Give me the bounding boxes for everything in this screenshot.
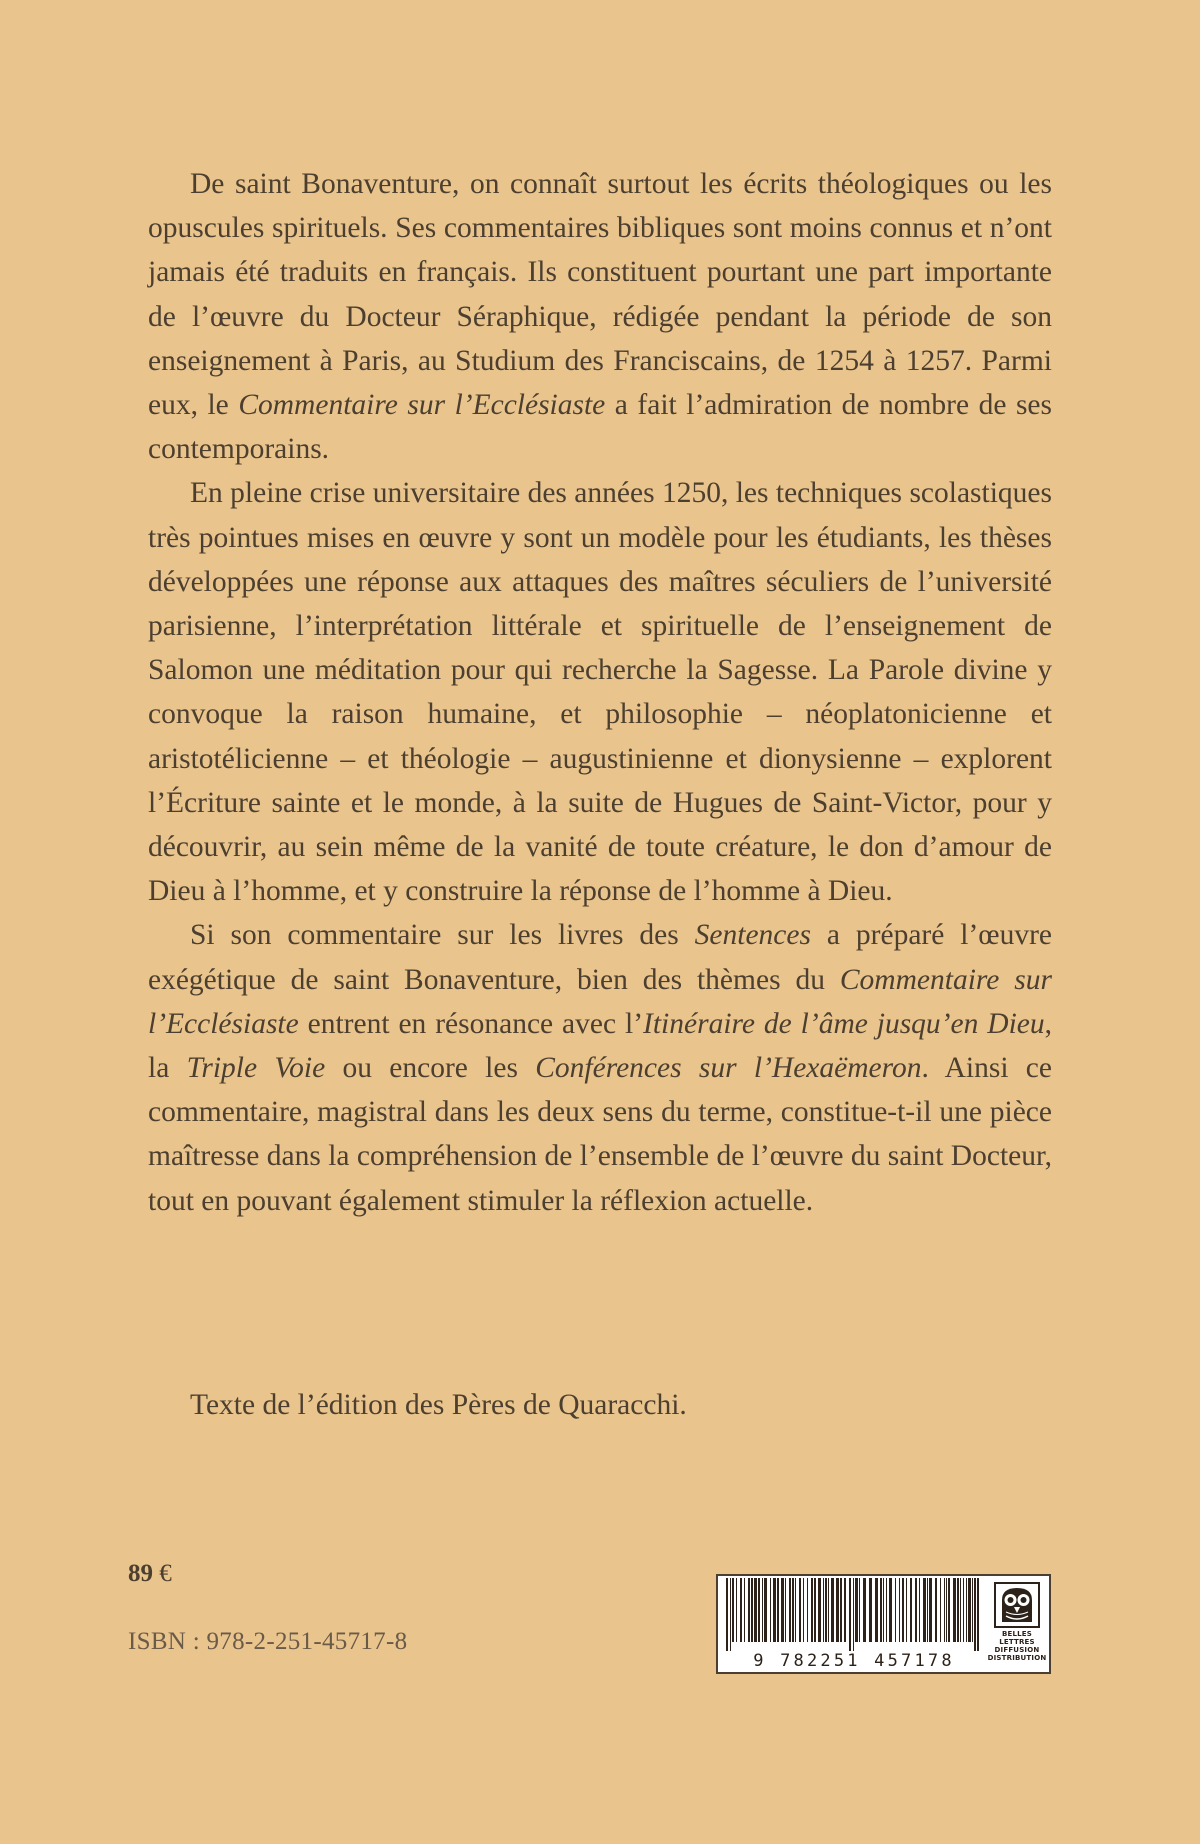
text-segment: Si son commentaire sur les livres des — [190, 919, 695, 952]
price-currency: € — [159, 1560, 172, 1587]
barcode-bar — [935, 1578, 937, 1642]
text-segment: . Ainsi ce commentaire, magistral dans les deux sens du terme, constitue-t-il une pièce maîtresse dans la compréhension de l’ensemble de l’œuvre du saint Docteur, tout en pouvant également stimuler la réflexion actuelle. — [148, 1052, 1053, 1217]
barcode-bar — [844, 1578, 846, 1642]
barcode-bar — [732, 1578, 734, 1642]
barcode-bar — [792, 1578, 794, 1642]
barcode-bar — [744, 1578, 745, 1642]
barcode-bar — [966, 1578, 967, 1642]
barcode-bar — [886, 1578, 887, 1642]
text-segment: a préparé l’œuvre exégétique de saint Bonaventure, bien des thèmes du — [148, 919, 1052, 996]
publisher-line-2: DIFFUSION — [994, 1646, 1040, 1654]
text-segment: En pleine crise universitaire des années 1250, les techniques scolastiques très pointues mises en œuvre y sont un modèle pour les étudiants, les thèses développées une réponse aux attaques des maîtres séculiers de l’université parisienne, l’interprétation littérale et spirituelle de l’enseignement de Salomon une méditation pour qui recherche la Sagesse. La Parole divine y convoque la raison humaine, et philosophie – néoplatonicienne et aristotélicienne – et théologie – augustinienne et dionysienne – explorent l’Écriture sainte et le monde, à la suite de Hugues de Saint-Victor, pour y découvrir, au sein même de la vanité de toute créature, le don d’amour de Dieu à l’homme, et y construire la réponse de l’homme à Dieu. — [148, 477, 1052, 908]
barcode-bar — [764, 1578, 767, 1642]
barcode-bar — [977, 1578, 979, 1652]
barcode-bar — [880, 1578, 882, 1642]
italic-title: Itinéraire de l’âme jusqu’en Dieu — [643, 1007, 1045, 1040]
barcode-bar — [736, 1578, 737, 1642]
barcode-bar — [777, 1578, 779, 1642]
barcode-bar — [855, 1578, 858, 1642]
barcode-bar — [831, 1578, 834, 1642]
italic-title: Triple Voie — [186, 1052, 326, 1085]
barcode-bar — [929, 1578, 932, 1642]
publisher-line-3: DISTRIBUTION — [987, 1654, 1047, 1662]
barcode-bar — [828, 1578, 829, 1642]
barcode-bar — [859, 1578, 860, 1642]
barcode-bar — [869, 1578, 872, 1642]
text-segment: a fait l’admiration de nombre de ses contemporains. — [148, 389, 1053, 466]
barcode-bar — [811, 1578, 813, 1642]
barcode-bar — [773, 1578, 776, 1642]
price-amount: 89 — [128, 1560, 153, 1587]
barcode-bar — [972, 1578, 973, 1642]
barcode-bar — [803, 1578, 804, 1642]
barcode-bar — [974, 1578, 976, 1652]
barcode-bar — [799, 1578, 801, 1642]
barcode-bar — [863, 1578, 866, 1642]
italic-title: Conférences sur l’Hexaëmeron — [535, 1052, 922, 1085]
barcode-bar — [795, 1578, 796, 1642]
barcode-bar — [758, 1578, 760, 1642]
edition-note: Texte de l’édition des Pères de Quaracchi. — [190, 1389, 687, 1421]
barcode-bar — [807, 1578, 808, 1642]
barcode-bar — [889, 1578, 892, 1642]
barcode-bar — [748, 1578, 750, 1642]
barcode-bar — [781, 1578, 784, 1642]
barcode-bar — [789, 1578, 791, 1642]
barcode-bar — [899, 1578, 900, 1642]
barcode — [716, 1574, 992, 1674]
barcode-bar — [740, 1578, 742, 1642]
paragraph-2 — [148, 471, 1052, 913]
barcode-bar — [818, 1578, 821, 1642]
barcode-bar — [919, 1578, 920, 1642]
barcode-bar — [853, 1578, 854, 1652]
paragraph-1 — [148, 162, 1052, 471]
barcode-bar — [770, 1578, 771, 1642]
description-text — [148, 162, 1052, 1223]
italic-title: Commentaire sur l’Ecclésiaste — [148, 963, 1052, 1040]
barcode-bars — [718, 1576, 990, 1652]
barcode-bar — [840, 1578, 842, 1642]
barcode-bar — [968, 1578, 971, 1642]
barcode-bar — [849, 1578, 851, 1652]
publisher-name — [985, 1630, 1049, 1662]
publisher-line-1: BELLES LETTRES — [999, 1630, 1035, 1646]
barcode-bar — [957, 1578, 959, 1642]
barcode-bar — [940, 1578, 941, 1642]
barcode-bar — [754, 1578, 757, 1642]
barcode-bar — [906, 1578, 907, 1642]
text-segment: , la — [148, 1007, 1052, 1085]
isbn: ISBN : 978-2-251-45717-8 — [128, 1628, 408, 1655]
barcode-bar — [915, 1578, 917, 1642]
barcode-bar — [823, 1578, 824, 1642]
italic-title: Commentaire sur l’Ecclésiaste — [238, 389, 606, 422]
barcode-bar — [910, 1578, 912, 1642]
barcode-bar — [814, 1578, 816, 1642]
price — [128, 1560, 172, 1588]
barcode-bar — [963, 1578, 964, 1642]
barcode-bar — [875, 1578, 878, 1642]
barcode-bar — [944, 1578, 945, 1642]
text-segment: ou encore les — [325, 1052, 536, 1085]
barcode-bar — [895, 1578, 896, 1642]
italic-title: Sentences — [694, 919, 811, 952]
publisher-logo — [985, 1574, 1051, 1674]
barcode-bar — [726, 1578, 728, 1652]
owl-emblem-icon — [994, 1582, 1040, 1628]
barcode-bar — [948, 1578, 950, 1642]
barcode-bar — [883, 1578, 884, 1642]
barcode-bar — [960, 1578, 961, 1642]
text-segment: entrent en résonance avec l’ — [298, 1007, 644, 1040]
barcode-bar — [751, 1578, 753, 1642]
barcode-bar — [953, 1578, 956, 1642]
text-segment: De saint Bonaventure, on connaît surtout les écrits théologiques ou les opuscules spirituels. Ses commentaires bibliques sont moins connus et n’ont jamais été traduits en français. Ils constituent pourtant une part importante de l’œuvre du Docteur Séraphique, rédigée pendant la période de son enseignement à Paris, au Studium des Franciscains, de 1254 à 1257. Parmi eux, le — [148, 168, 1052, 422]
paragraph-3 — [148, 913, 1052, 1222]
barcode-bar — [762, 1578, 763, 1642]
barcode-bar — [927, 1578, 928, 1642]
barcode-bar — [836, 1578, 839, 1642]
barcode-bar — [946, 1578, 947, 1642]
barcode-bar — [825, 1578, 827, 1642]
barcode-bar — [923, 1578, 926, 1642]
barcode-bar — [902, 1578, 904, 1642]
barcode-bar — [785, 1578, 786, 1642]
barcode-digits: 9 782251 457178 — [718, 1651, 990, 1671]
barcode-bar — [730, 1578, 731, 1652]
